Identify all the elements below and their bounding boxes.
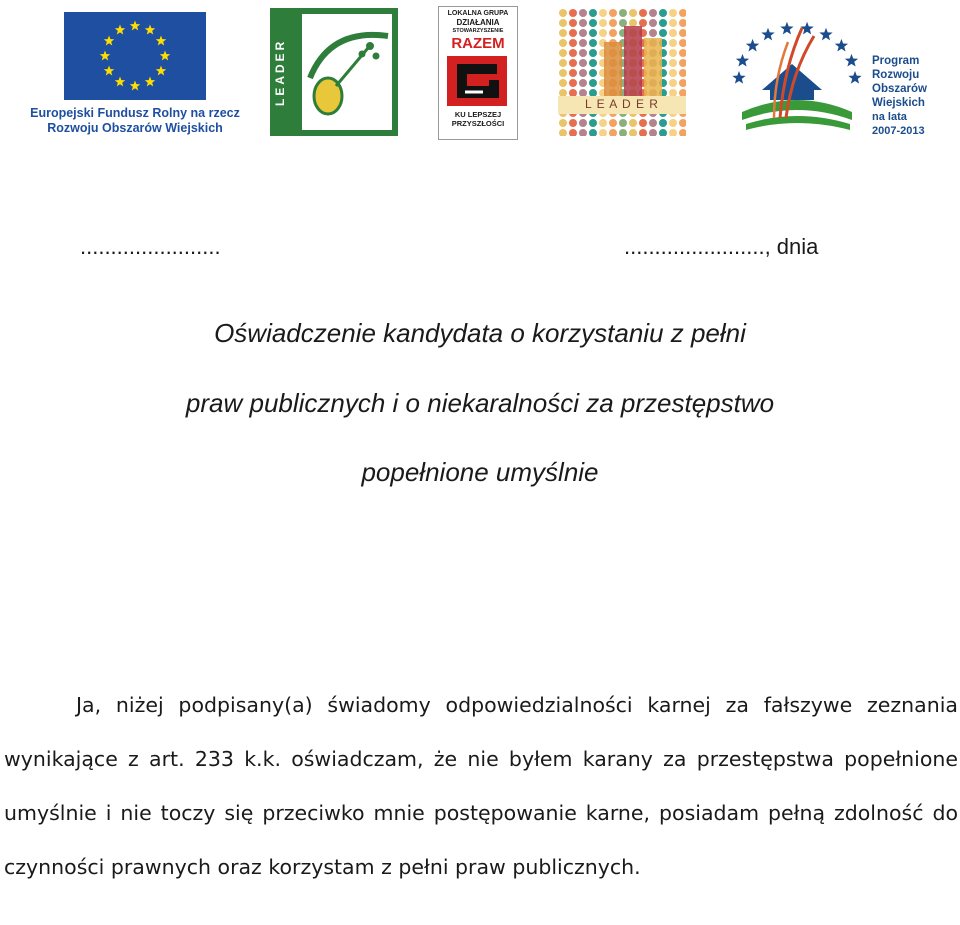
- mosaic-dot: [679, 29, 686, 37]
- mosaic-dot: [659, 9, 667, 17]
- mosaic-dot: [659, 19, 667, 27]
- mosaic-dot: [659, 119, 667, 127]
- mosaic-dot: [579, 39, 587, 47]
- lgd-line5: KU LEPSZEJ: [454, 110, 502, 119]
- date-field: ......................., dnia: [624, 234, 819, 259]
- prow-line2: Rozwoju: [872, 69, 920, 81]
- mosaic-dot: [559, 129, 567, 136]
- mosaic-dot: [569, 49, 577, 57]
- document-title-line1: Oświadczenie kandydata o korzystaniu z pełni: [214, 318, 746, 348]
- mosaic-dot: [579, 29, 587, 37]
- mosaic-dot: [659, 29, 667, 37]
- leader-vertical-text: LEADER: [273, 38, 287, 106]
- mosaic-dot: [609, 129, 617, 136]
- lgd-line6: PRZYSZŁOŚCI: [451, 119, 505, 128]
- mosaic-dot: [569, 29, 577, 37]
- mosaic-dot: [679, 19, 686, 27]
- mosaic-dot: [669, 59, 677, 67]
- mosaic-dot: [679, 79, 686, 87]
- mosaic-dot: [599, 129, 607, 136]
- mosaic-dot: [569, 69, 577, 77]
- mosaic-dot: [679, 59, 686, 67]
- mosaic-dot: [679, 9, 686, 17]
- mosaic-dot: [559, 69, 567, 77]
- leader-mosaic-icon: [558, 8, 686, 136]
- prow-star-icon: [736, 54, 749, 67]
- place-date-line: [0, 234, 960, 264]
- mosaic-dot: [579, 129, 587, 136]
- mosaic-dot: [649, 129, 657, 136]
- mosaic-dot: [659, 129, 667, 136]
- mosaic-dot: [569, 39, 577, 47]
- mosaic-dot: [559, 89, 567, 97]
- mosaic-dot: [589, 129, 597, 136]
- mosaic-dot: [619, 129, 627, 136]
- mosaic-dot: [619, 119, 627, 127]
- leader-mosaic-logo: [558, 8, 686, 136]
- lgd-line3: STOWARZYSZENIE: [452, 28, 504, 34]
- mosaic-dot: [589, 79, 597, 87]
- prow-star-icon: [800, 22, 813, 35]
- mosaic-dot: [669, 69, 677, 77]
- mosaic-dot: [589, 59, 597, 67]
- mosaic-dot: [669, 119, 677, 127]
- mosaic-dot: [609, 9, 617, 17]
- lgd-line2: DZIAŁANIA: [456, 18, 500, 27]
- declaration-body: Ja, niżej podpisany(a) świadomy odpowiedzialności karnej za fałszywe zeznania wynikające z art. 233 k.k. oświadczam, że nie byłem karany za przestępstwa popełnione umyślnie i nie toczy się przeciwko mnie postępowanie karne, posiadam pełną zdolność do czynności prawnych oraz korzystam z pełni praw publicznych.: [4, 693, 958, 879]
- mosaic-dot: [669, 29, 677, 37]
- mosaic-dot: [589, 39, 597, 47]
- prow-star-icon: [848, 71, 861, 84]
- mosaic-dot: [569, 19, 577, 27]
- mosaic-dot: [579, 79, 587, 87]
- eu-flag-icon: [30, 8, 240, 104]
- mosaic-dot: [669, 9, 677, 17]
- mosaic-dot: [679, 119, 686, 127]
- document-title-line2: praw publicznych i o niekaralności za przestępstwo: [185, 388, 775, 418]
- mosaic-dot: [589, 9, 597, 17]
- mosaic-dot: [589, 19, 597, 27]
- mosaic-dot: [679, 39, 686, 47]
- mosaic-dot: [559, 39, 567, 47]
- razem-emblem-icon: [439, 52, 515, 110]
- mosaic-dot: [569, 59, 577, 67]
- mosaic-dot: [599, 19, 607, 27]
- mosaic-dot: [579, 49, 587, 57]
- prow-star-icon: [761, 28, 774, 41]
- mosaic-dot: [559, 9, 567, 17]
- mosaic-dot: [569, 129, 577, 136]
- mosaic-dot: [579, 89, 587, 97]
- mosaic-dot: [639, 119, 647, 127]
- prow-caption: [872, 54, 932, 138]
- mosaic-dot: [579, 59, 587, 67]
- mosaic-dot: [559, 19, 567, 27]
- prow-star-icon: [732, 71, 745, 84]
- mosaic-dot: [639, 129, 647, 136]
- mosaic-dot: [629, 129, 637, 136]
- lgd-line1: LOKALNA GRUPA: [447, 10, 509, 17]
- mosaic-dot: [579, 9, 587, 17]
- mosaic-dot: [609, 19, 617, 27]
- lgd-line4: RAZEM: [451, 35, 505, 52]
- mosaic-dot: [629, 119, 637, 127]
- prow-star-icon: [746, 39, 759, 52]
- prow-star-icon: [835, 39, 848, 52]
- mosaic-dot: [559, 79, 567, 87]
- mosaic-dot: [569, 9, 577, 17]
- place-field: .......................: [80, 234, 221, 259]
- mosaic-dot: [649, 119, 657, 127]
- mosaic-dot: [559, 29, 567, 37]
- leader-mosaic-text: L E A D E R: [585, 97, 659, 111]
- mosaic-dot: [619, 19, 627, 27]
- eu-caption-line1: Europejski Fundusz Rolny na rzecz: [30, 106, 240, 120]
- prow-stars-house-icon: [722, 8, 872, 136]
- prow-line4: Wiejskich: [872, 97, 925, 109]
- prow-logo: [722, 8, 932, 136]
- eu-caption-line2: Rozwoju Obszarów Wiejskich: [47, 121, 223, 135]
- mosaic-dot: [669, 79, 677, 87]
- mosaic-dot: [679, 129, 686, 136]
- mosaic-dot: [639, 9, 647, 17]
- mosaic-dot: [649, 9, 657, 17]
- mosaic-dot: [589, 49, 597, 57]
- mosaic-dot: [679, 69, 686, 77]
- mosaic-dot: [569, 79, 577, 87]
- mosaic-dot: [609, 29, 617, 37]
- mosaic-dot: [649, 29, 657, 37]
- mosaic-dot: [599, 119, 607, 127]
- mosaic-dot: [579, 119, 587, 127]
- mosaic-dot: [629, 9, 637, 17]
- prow-line5: na lata 2007-2013: [872, 111, 925, 137]
- prow-star-icon: [819, 28, 832, 41]
- mosaic-dot: [669, 49, 677, 57]
- prow-star-icon: [845, 54, 858, 67]
- mosaic-dot: [619, 9, 627, 17]
- mosaic-dot: [569, 89, 577, 97]
- mosaic-dot: [599, 9, 607, 17]
- document-title-line3: popełnione umyślnie: [361, 457, 599, 487]
- mosaic-dot: [639, 19, 647, 27]
- mosaic-dot: [679, 89, 686, 97]
- prow-line3: Obszarów: [872, 83, 927, 95]
- mosaic-dot: [559, 49, 567, 57]
- prow-line1: Program: [872, 55, 920, 67]
- prow-star-icon: [780, 22, 793, 35]
- mosaic-dot: [609, 119, 617, 127]
- mosaic-dot: [559, 59, 567, 67]
- mosaic-dot: [589, 69, 597, 77]
- mosaic-dot: [599, 29, 607, 37]
- mosaic-dot: [569, 119, 577, 127]
- mosaic-dot: [559, 119, 567, 127]
- mosaic-dot: [589, 119, 597, 127]
- mosaic-dot: [629, 19, 637, 27]
- mosaic-dot: [669, 89, 677, 97]
- leader-green-logo: [270, 8, 398, 136]
- mosaic-dot: [589, 29, 597, 37]
- mosaic-dot: [669, 129, 677, 136]
- mosaic-dot: [579, 69, 587, 77]
- mosaic-dot: [579, 19, 587, 27]
- logo-strip: [0, 0, 960, 150]
- mosaic-dot: [669, 19, 677, 27]
- mosaic-dot: [649, 19, 657, 27]
- mosaic-dot: [669, 39, 677, 47]
- eu-fund-logo: [30, 8, 240, 138]
- mosaic-dot: [589, 89, 597, 97]
- mosaic-dot: [679, 49, 686, 57]
- lgd-razem-logo: [438, 6, 518, 140]
